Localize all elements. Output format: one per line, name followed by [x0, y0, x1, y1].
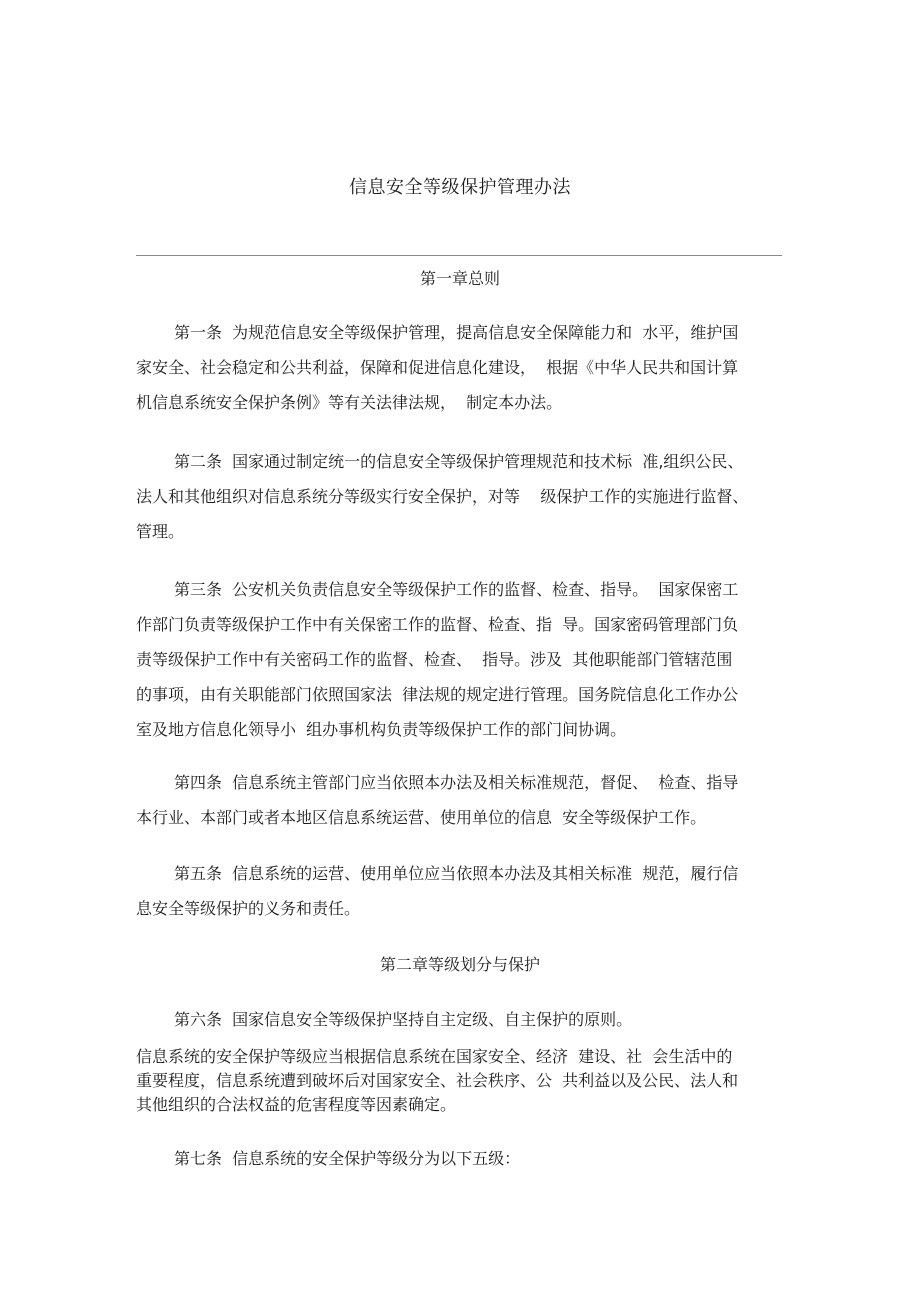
paragraph-line: 室及地方信息化领导小 组办事机构负责等级保护工作的部门间协调。 — [136, 720, 627, 739]
paragraph-line: 法人和其他组织对信息系统分等级实行安全保护，对等 级保护工作的实施进行监督、 — [136, 487, 749, 506]
paragraph-line: 机信息系统安全保护条例》等有关法律法规， 制定本办法。 — [136, 393, 563, 412]
paragraph-line: 信息系统的安全保护等级应当根据信息系统在国家安全、经济 建设、社 会生活中的 — [136, 1047, 733, 1066]
chapter-heading-1: 第一章总则 — [419, 269, 500, 288]
article-6 — [136, 1002, 782, 1037]
paragraph-line: 管理。 — [136, 522, 185, 541]
paragraph-line: 作部门负责等级保护工作中有关保密工作的监督、检查、指 导。国家密码管理部门负 — [136, 615, 739, 634]
document-title: 信息安全等级保护管理办法 — [349, 177, 571, 198]
paragraph-line: 本行业、本部门或者本地区信息系统运营、使用单位的信息 安全等级保护工作。 — [136, 808, 707, 827]
chapter-heading-2: 第二章等级划分与保护 — [379, 955, 540, 974]
paragraph-line: 其他组织的合法权益的危害程度等因素确定。 — [136, 1095, 457, 1114]
article-2 — [136, 444, 782, 549]
paragraph-line: 重要程度，信息系统遭到破坏后对国家安全、社会秩序、公 共利益以及公民、法人和 — [136, 1071, 739, 1090]
paragraph-line: 第一条 为规范信息安全等级保护管理，提高信息安全保障能力和 水平，维护国 — [174, 323, 739, 342]
paragraph-line: 的事项，由有关职能部门依照国家法 律法规的规定进行管理。国务院信息化工作办公 — [136, 685, 739, 704]
article-7 — [136, 1141, 782, 1176]
paragraph-line: 第七条 信息系统的安全保护等级分为以下五级： — [174, 1149, 521, 1168]
article-5 — [136, 856, 782, 926]
title-divider — [136, 255, 782, 256]
paragraph-line: 息安全等级保护的义务和责任。 — [136, 899, 361, 918]
article-1 — [136, 315, 782, 420]
paragraph-line: 第四条 信息系统主管部门应当依照本办法及相关标准规范，督促、 检查、指导 — [174, 773, 739, 792]
article-3 — [136, 572, 782, 747]
paragraph-line: 第五条 信息系统的运营、使用单位应当依照本办法及其相关标准 规范，履行信 — [174, 864, 739, 883]
paragraph-line: 第二条 国家通过制定统一的信息安全等级保护管理规范和技术标 准,组织公民、 — [174, 452, 744, 471]
paragraph-line: 责等级保护工作中有关密码工作的监督、检查、 指导。涉及 其他职能部门管辖范围 — [136, 650, 733, 669]
article-4 — [136, 765, 782, 835]
article-6-detail — [136, 1045, 782, 1117]
paragraph-line: 家安全、社会稳定和公共利益，保障和促进信息化建设， 根据《中华人民共和国计算 — [136, 358, 739, 377]
paragraph-line: 第六条 国家信息安全等级保护坚持自主定级、自主保护的原则。 — [174, 1010, 633, 1029]
paragraph-line: 第三条 公安机关负责信息安全等级保护工作的监督、检查、指导。 国家保密工 — [174, 580, 739, 599]
